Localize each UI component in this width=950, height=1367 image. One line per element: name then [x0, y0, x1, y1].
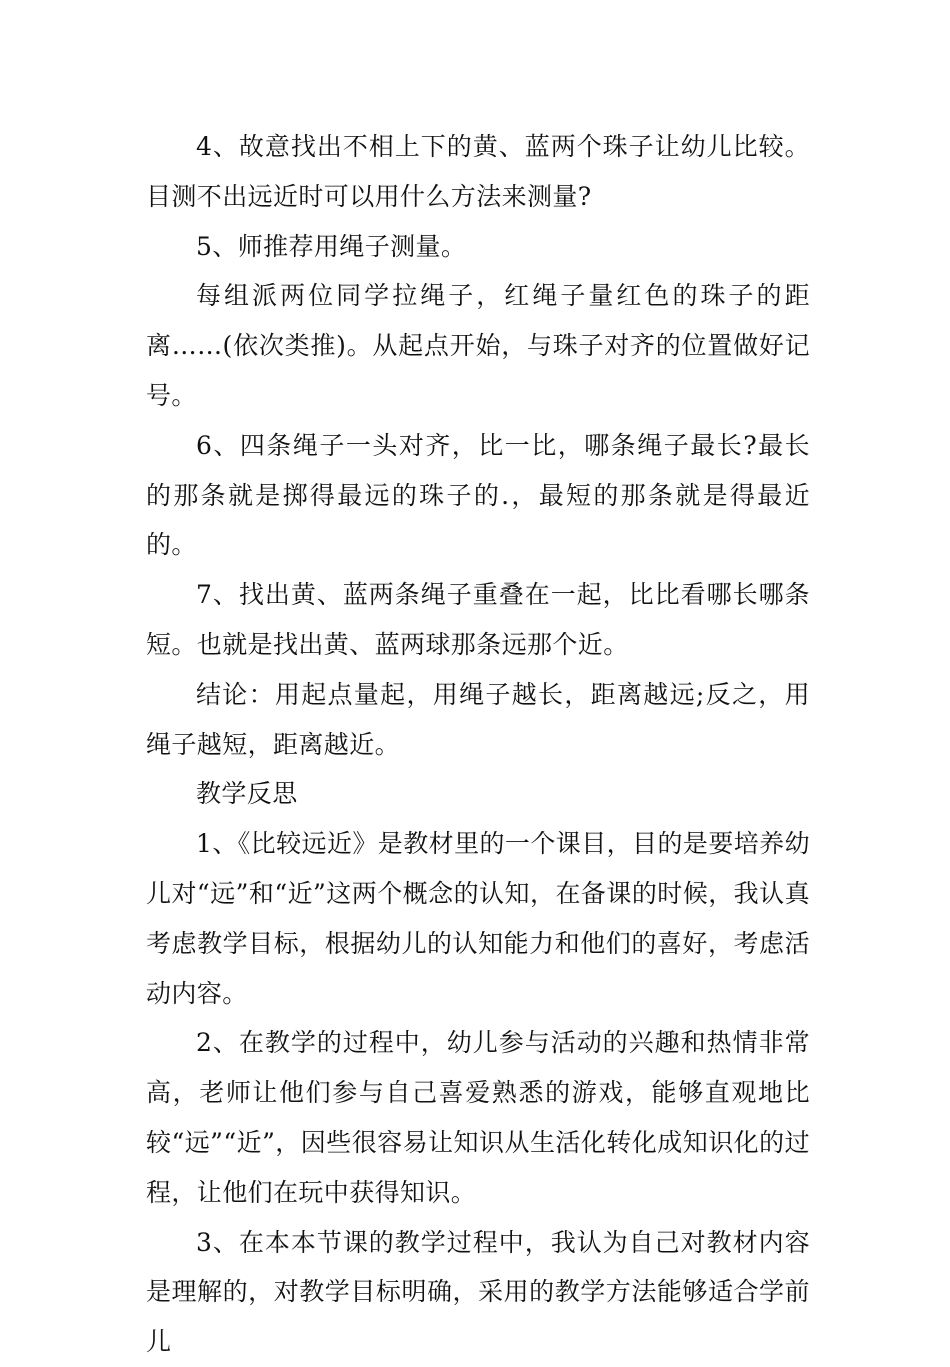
- section-heading-reflection: 教学反思: [196, 779, 298, 809]
- paragraph-conclusion: 结论：用起点量起，用绳子越长，距离越远;反之，用绳子越短，距离越近。: [146, 679, 810, 759]
- paragraph-reflection-2: 2、在教学的过程中，幼儿参与活动的兴趣和热情非常高，老师让他们参与自己喜爱熟悉的游戏，能够直观地比较“远”“近”，因些很容易让知识从生活化转化成知识化的过程，让他们在玩中获得知识。: [146, 1028, 810, 1207]
- paragraph-reflection-3: 3、在本本节课的教学过程中，我认为自己对教材内容是理解的，对教学目标明确，采用的教学方法能够适合学前儿: [146, 1227, 810, 1357]
- paragraph-step-4: 4、故意找出不相上下的黄、蓝两个珠子让幼儿比较。目测不出远近时可以用什么方法来测量?: [146, 132, 810, 211]
- paragraph-group-rope: 每组派两位同学拉绳子，红绳子量红色的珠子的距离……(依次类推)。从起点开始，与珠子对齐的位置做好记号。: [146, 281, 810, 410]
- document-body: [146, 122, 810, 1367]
- paragraph-step-6: 6、四条绳子一头对齐，比一比，哪条绳子最长?最长的那条就是掷得最远的珠子的.，最短的那条就是得最近的。: [146, 430, 810, 560]
- paragraph-reflection-1: 1、《比较远近》是教材里的一个课目，目的是要培养幼儿对“远”和“近”这两个概念的认知，在备课的时候，我认真考虑教学目标，根据幼儿的认知能力和他们的喜好，考虑活动内容。: [146, 829, 810, 1008]
- paragraph-step-5: 5、师推荐用绳子测量。: [196, 231, 467, 261]
- paragraph-step-7: 7、找出黄、蓝两条绳子重叠在一起，比比看哪长哪条短。也就是找出黄、蓝两球那条远那个近。: [146, 580, 810, 659]
